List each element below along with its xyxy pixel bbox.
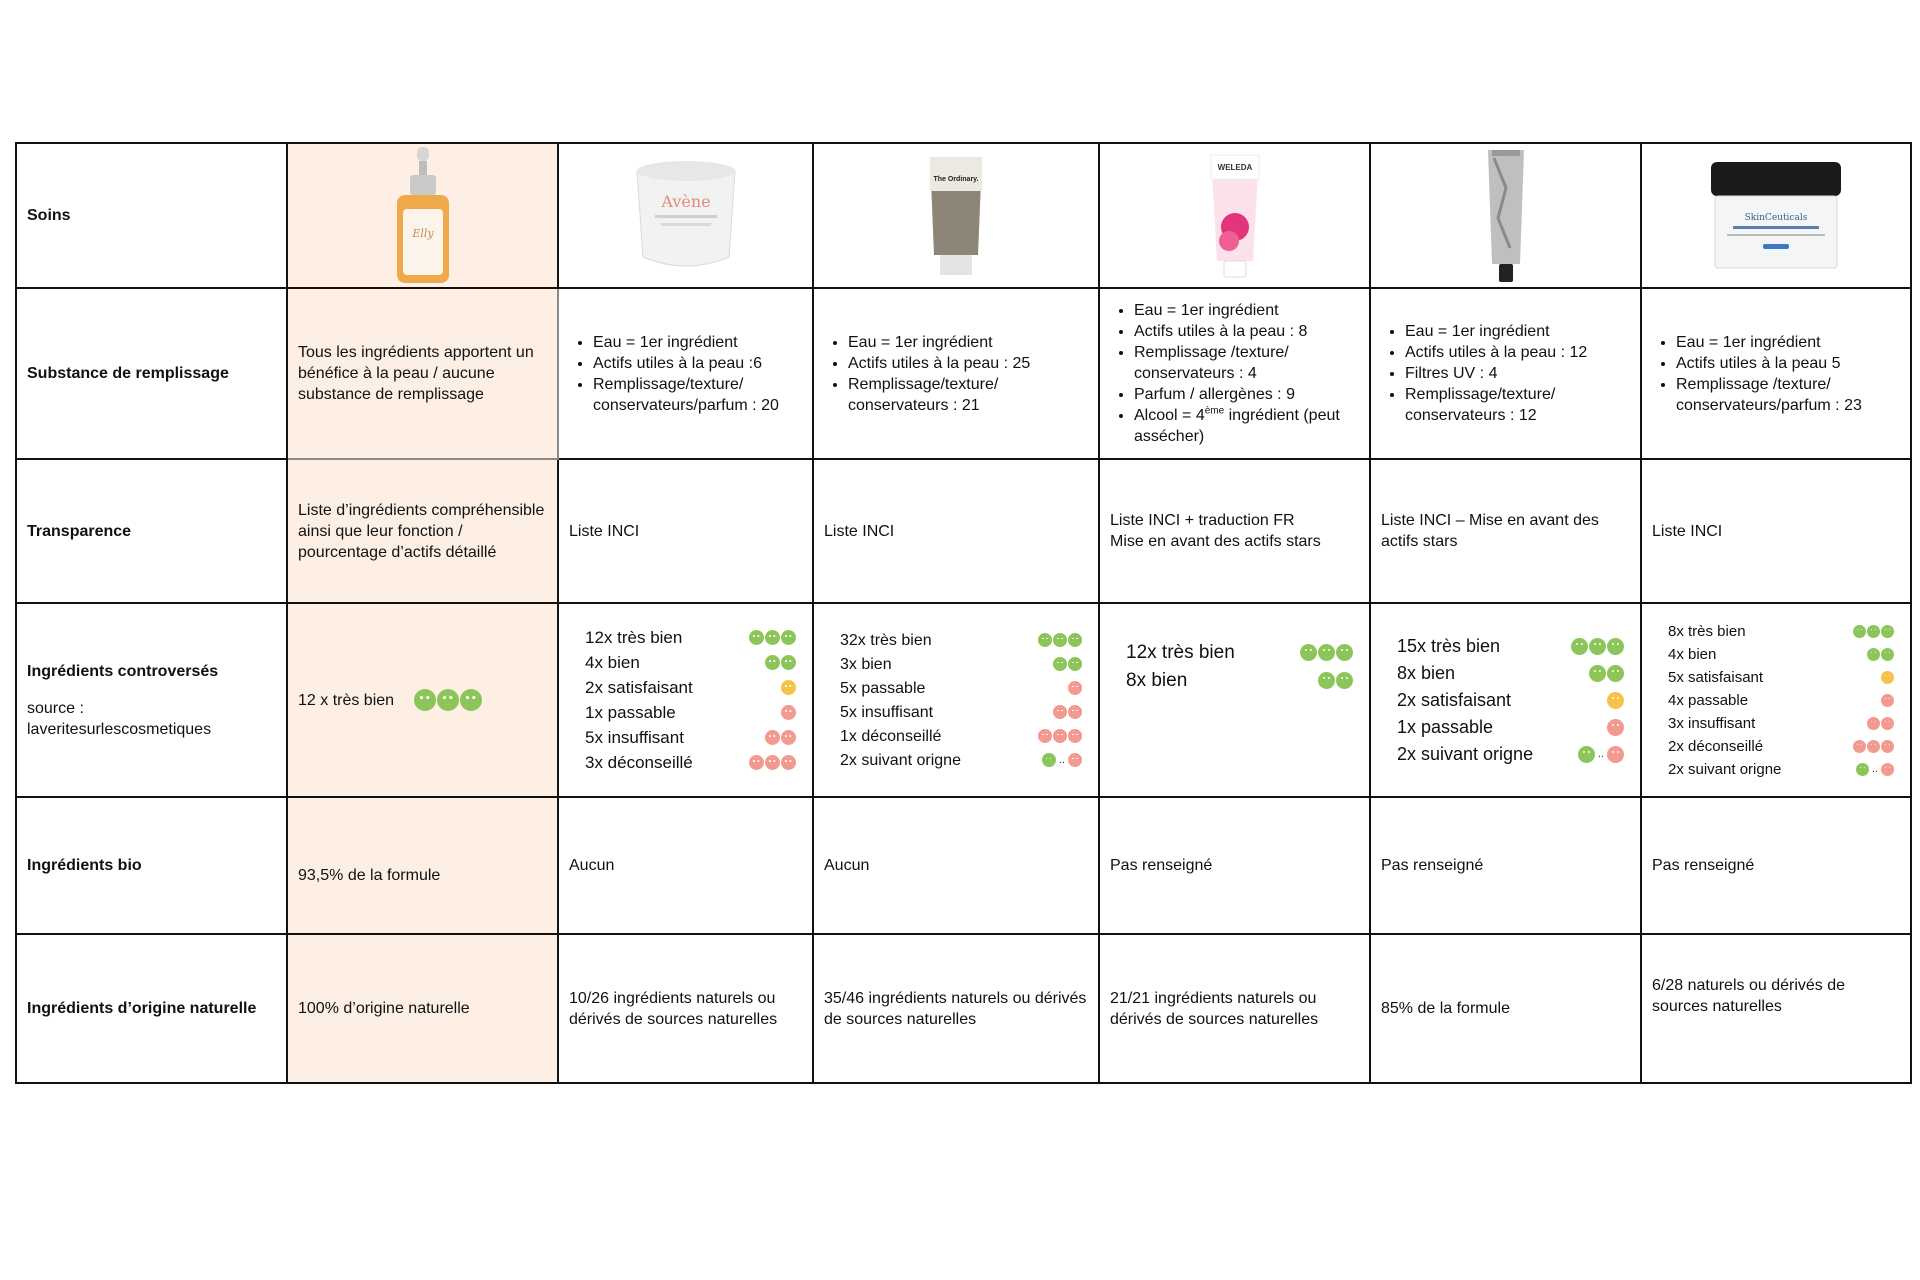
smiley-icon (765, 630, 780, 645)
avene-transparence: Liste INCI (558, 459, 813, 603)
smiley-icon (1068, 753, 1082, 767)
skinceuticals-transparence: Liste INCI (1641, 459, 1911, 603)
smiley-icon (1881, 625, 1894, 638)
rating-label: 8x très bien (1668, 622, 1746, 640)
list-item: • Parfum / allergènes : 9 (1134, 384, 1359, 405)
row-soins (16, 143, 1911, 288)
product-image-avene (558, 143, 813, 288)
rating-label: 2x suivant origne (840, 751, 961, 769)
cream-jar-icon (631, 157, 741, 275)
rating-label: 1x passable (585, 703, 676, 722)
pink-tube-icon (1205, 153, 1265, 279)
rating-row (1397, 714, 1624, 741)
row-substance (16, 288, 1911, 459)
smiley-faces-icon (781, 705, 796, 720)
smiley-icon (1571, 638, 1588, 655)
smiley-icon (1038, 729, 1052, 743)
rating-label: 4x passable (1668, 691, 1749, 709)
list-item: • Actifs utiles à la peau : 12 (1405, 342, 1630, 363)
list-item: • Actifs utiles à la peau :6 (593, 353, 802, 374)
rating-label: 5x insuffisant (840, 703, 934, 721)
elly-bio: 93,5% de la formule (287, 797, 558, 934)
smiley-icon (781, 705, 796, 720)
source-label: source : laveritesurlescosmetiques (27, 699, 212, 738)
rating-label: 5x insuffisant (585, 728, 684, 747)
smiley-faces-icon (765, 655, 796, 670)
svg-text:The Ordinary.: The Ordinary. (933, 175, 979, 183)
list-item: • Eau = 1er ingrédient (1405, 321, 1630, 342)
smiley-faces-icon (1053, 657, 1082, 671)
smiley-icon (1853, 625, 1866, 638)
smiley-icon (1053, 657, 1067, 671)
smiley-faces-icon (1578, 744, 1624, 765)
rating-row (1397, 741, 1624, 768)
smiley-icon (1068, 657, 1082, 671)
weleda-substance (1099, 288, 1370, 459)
smiley-icon (1856, 763, 1869, 776)
smiley-icon (1336, 672, 1353, 689)
skinceuticals-origine: 6/28 naturels ou dérivés de sources naturelles (1641, 934, 1911, 1083)
rating-row (840, 628, 1082, 652)
smiley-faces-icon (1042, 750, 1082, 771)
rating-row (1668, 758, 1894, 781)
rating-label: 2x suivant origne (1668, 760, 1782, 778)
smiley-faces-icon (1853, 740, 1894, 753)
list-item: • Alcool = 4ème ingrédient (peut assécher) (1134, 405, 1359, 447)
smiley-icon (1607, 719, 1624, 736)
comparison-table (15, 142, 1912, 1084)
smiley-icon (1867, 648, 1880, 661)
product-image-the-ordinary (813, 143, 1099, 288)
avene-origine: 10/26 ingrédients naturels ou dérivés de sources naturelles (558, 934, 813, 1083)
row-header-substance: Substance de remplissage (16, 288, 287, 459)
rating-label: 3x bien (840, 655, 892, 673)
controverses-label: Ingrédients controversés (27, 662, 219, 680)
rating-row (1668, 666, 1894, 689)
smiley-faces-icon (781, 680, 796, 695)
smiley-faces-icon (1607, 692, 1624, 709)
jar-icon (1707, 160, 1845, 272)
ellipsis-icon: .. (1597, 747, 1604, 760)
weleda-transparence: Liste INCI + traduction FR Mise en avant des actifs stars (1099, 459, 1370, 603)
smiley-icon (1881, 717, 1894, 730)
substance-list (569, 332, 802, 416)
row-header-transparence: Transparence (16, 459, 287, 603)
rating-label: 1x déconseillé (840, 727, 942, 745)
rating-label: 3x déconseillé (585, 753, 693, 772)
ellipsis-icon: .. (1871, 762, 1878, 775)
smiley-icon (1881, 694, 1894, 707)
list-item: • Filtres UV : 4 (1405, 363, 1630, 384)
row-header-origine: Ingrédients d’origine naturelle (16, 934, 287, 1083)
smiley-icon (1881, 648, 1894, 661)
weleda-controverses (1099, 603, 1370, 797)
smiley-icon (1867, 740, 1880, 753)
rating-row (1668, 712, 1894, 735)
rating-row (1668, 643, 1894, 666)
list-item: • Eau = 1er ingrédient (1676, 332, 1900, 353)
smiley-icon (414, 689, 436, 711)
list-item: • Remplissage/texture/ conservateurs : 12 (1405, 384, 1630, 426)
rating-label: 12x très bien (1126, 641, 1235, 663)
elly-origine: 100% d’origine naturelle (287, 934, 558, 1083)
smiley-faces-icon (1881, 671, 1894, 684)
smiley-faces-icon (749, 630, 796, 645)
rating-row (1397, 687, 1624, 714)
rating-row (1126, 666, 1353, 694)
tube-origine: 85% de la formule (1370, 934, 1641, 1083)
row-header-soins: Soins (16, 143, 287, 288)
row-header-controverses (16, 603, 287, 797)
smiley-faces-icon (1053, 705, 1082, 719)
tube-substance (1370, 288, 1641, 459)
product-image-weleda (1099, 143, 1370, 288)
rating-row (840, 652, 1082, 676)
list-item: • Actifs utiles à la peau : 8 (1134, 321, 1359, 342)
smiley-icon (1578, 746, 1595, 763)
rating-label: 8x bien (1126, 669, 1188, 691)
ordinary-substance (813, 288, 1099, 459)
avene-bio: Aucun (558, 797, 813, 934)
smiley-faces-icon (1318, 672, 1353, 689)
weleda-origine: 21/21 ingrédients naturels ou dérivés de sources naturelles (1099, 934, 1370, 1083)
smiley-icon (1589, 638, 1606, 655)
skinceuticals-substance (1641, 288, 1911, 459)
smiley-faces-icon (1571, 638, 1624, 655)
list-item: • Remplissage/texture/ conservateurs/parfum : 20 (593, 374, 802, 416)
list-item: • Actifs utiles à la peau : 25 (848, 353, 1088, 374)
rating-row (585, 625, 796, 650)
smiley-icon (1318, 672, 1335, 689)
smiley-icon (1068, 633, 1082, 647)
smiley-faces-icon (1300, 644, 1353, 661)
smiley-icon (1867, 717, 1880, 730)
smiley-faces-icon (1607, 719, 1624, 736)
smiley-icon (1300, 644, 1317, 661)
smiley-icon (1881, 671, 1894, 684)
smiley-faces-icon (1867, 648, 1894, 661)
rating-list (1110, 638, 1359, 694)
avene-controverses (558, 603, 813, 797)
smiley-icon (1867, 625, 1880, 638)
rating-label: 4x bien (585, 653, 640, 672)
list-item: • Eau = 1er ingrédient (848, 332, 1088, 353)
rating-label: 32x très bien (840, 631, 932, 649)
smiley-icon (1607, 665, 1624, 682)
rating-row (1668, 620, 1894, 643)
product-image-elly (287, 143, 558, 288)
rating-label: 12x très bien (585, 628, 683, 647)
elly-transparence: Liste d’ingrédients compréhensible ainsi que leur fonction / pourcentage d’actifs détaillé (287, 459, 558, 603)
smiley-icon (1607, 692, 1624, 709)
rating-label: 5x passable (840, 679, 926, 697)
rating-label: 5x satisfaisant (1668, 668, 1764, 686)
rating-label: 2x suivant origne (1397, 743, 1534, 764)
smiley-icon (749, 630, 764, 645)
smiley-faces-icon (765, 730, 796, 745)
smiley-icon (460, 689, 482, 711)
list-item: • Remplissage/texture/ conservateurs : 21 (848, 374, 1088, 416)
smiley-icon (781, 655, 796, 670)
row-bio (16, 797, 1911, 934)
smiley-faces-icon (1038, 729, 1082, 743)
ellipsis-icon: .. (1058, 753, 1065, 766)
list-item: • Remplissage /texture/ conservateurs : 4 (1134, 342, 1359, 384)
smiley-icon (1053, 729, 1067, 743)
smiley-faces-icon (1589, 665, 1624, 682)
rating-list (1652, 620, 1900, 781)
elly-substance: Tous les ingrédients apportent un bénéfice à la peau / aucune substance de remplissage (287, 288, 558, 459)
tube-controverses (1370, 603, 1641, 797)
rating-label: 8x bien (1397, 662, 1456, 683)
substance-list (1110, 300, 1359, 447)
list-item: • Actifs utiles à la peau 5 (1676, 353, 1900, 374)
tube-icon (926, 155, 986, 277)
svg-text:Elly: Elly (411, 226, 434, 240)
rating-row (1668, 735, 1894, 758)
rating-label: 12 x très bien (298, 691, 395, 709)
rating-label: 3x insuffisant (1668, 714, 1756, 732)
smiley-icon (1336, 644, 1353, 661)
smiley-faces-icon (1038, 633, 1082, 647)
elly-controverses (287, 603, 558, 797)
ordinary-controverses (813, 603, 1099, 797)
smiley-icon (1038, 633, 1052, 647)
smiley-icon (1068, 681, 1082, 695)
rating-list (824, 628, 1088, 772)
smiley-icon (1068, 729, 1082, 743)
tube-bio: Pas renseigné (1370, 797, 1641, 934)
smiley-icon (781, 680, 796, 695)
smiley-icon (781, 755, 796, 770)
row-controverses (16, 603, 1911, 797)
rating-row (1668, 689, 1894, 712)
smiley-icon (781, 630, 796, 645)
rating-row (585, 725, 796, 750)
substance-list (824, 332, 1088, 416)
avene-substance (558, 288, 813, 459)
rating-row (585, 650, 796, 675)
rating-label: 2x satisfaisant (1397, 689, 1512, 710)
skinceuticals-controverses (1641, 603, 1911, 797)
dropper-bottle-icon (388, 147, 458, 285)
row-header-bio: Ingrédients bio (16, 797, 287, 934)
rating-row (1397, 633, 1624, 660)
substance-list (1381, 321, 1630, 426)
rating-row (840, 700, 1082, 724)
rating-row (585, 675, 796, 700)
skinceuticals-bio: Pas renseigné (1641, 797, 1911, 934)
smiley-icon (1068, 705, 1082, 719)
rating-list (569, 625, 802, 775)
smiley-faces-icon (749, 755, 796, 770)
row-transparence (16, 459, 1911, 603)
rating-label: 1x passable (1397, 716, 1494, 737)
smiley-icon (1881, 740, 1894, 753)
weleda-bio: Pas renseigné (1099, 797, 1370, 934)
smiley-icon (1607, 746, 1624, 763)
smiley-icon (1042, 753, 1056, 767)
ordinary-origine: 35/46 ingrédients naturels ou dérivés de sources naturelles (813, 934, 1099, 1083)
rating-row (840, 676, 1082, 700)
smiley-faces-icon (1867, 717, 1894, 730)
svg-text:Avène: Avène (660, 191, 711, 211)
rating-row (1126, 638, 1353, 666)
svg-text:SkinCeuticals: SkinCeuticals (1744, 212, 1808, 223)
smiley-icon (1053, 705, 1067, 719)
rating-list (1381, 633, 1630, 768)
smiley-icon (1318, 644, 1335, 661)
smiley-faces-icon (1856, 759, 1894, 780)
smiley-icon (765, 755, 780, 770)
smiley-faces-icon (1068, 681, 1082, 695)
rating-row (840, 748, 1082, 772)
rating-row (1397, 660, 1624, 687)
substance-list (1652, 332, 1900, 416)
list-item: • Eau = 1er ingrédient (593, 332, 802, 353)
smiley-icon (781, 730, 796, 745)
smiley-icon (765, 655, 780, 670)
smiley-icon (437, 689, 459, 711)
list-item: • Eau = 1er ingrédient (1134, 300, 1359, 321)
rating-row (585, 700, 796, 725)
smiley-icon (1853, 740, 1866, 753)
rating-row (840, 724, 1082, 748)
rating-row (585, 750, 796, 775)
rating-label: 15x très bien (1397, 635, 1501, 656)
smiley-icon (749, 755, 764, 770)
product-image-skinceuticals (1641, 143, 1911, 288)
row-origine (16, 934, 1911, 1083)
rating-label: 2x satisfaisant (585, 678, 693, 697)
list-item: • Remplissage /texture/ conservateurs/parfum : 23 (1676, 374, 1900, 416)
smiley-icon (1589, 665, 1606, 682)
rating-label: 2x déconseillé (1668, 737, 1764, 755)
smiley-faces-icon (1881, 694, 1894, 707)
metal-tube-icon (1486, 148, 1526, 284)
smiley-faces-icon (1853, 625, 1894, 638)
smiley-icon (1881, 763, 1894, 776)
product-image-tube (1370, 143, 1641, 288)
ordinary-transparence: Liste INCI (813, 459, 1099, 603)
svg-text:WELEDA: WELEDA (1217, 162, 1252, 172)
ordinary-bio: Aucun (813, 797, 1099, 934)
rating-label: 4x bien (1668, 645, 1717, 663)
smiley-icon (765, 730, 780, 745)
smiley-icon (1607, 638, 1624, 655)
smiley-faces-icon (414, 689, 482, 711)
tube-transparence: Liste INCI – Mise en avant des actifs stars (1370, 459, 1641, 603)
smiley-icon (1053, 633, 1067, 647)
